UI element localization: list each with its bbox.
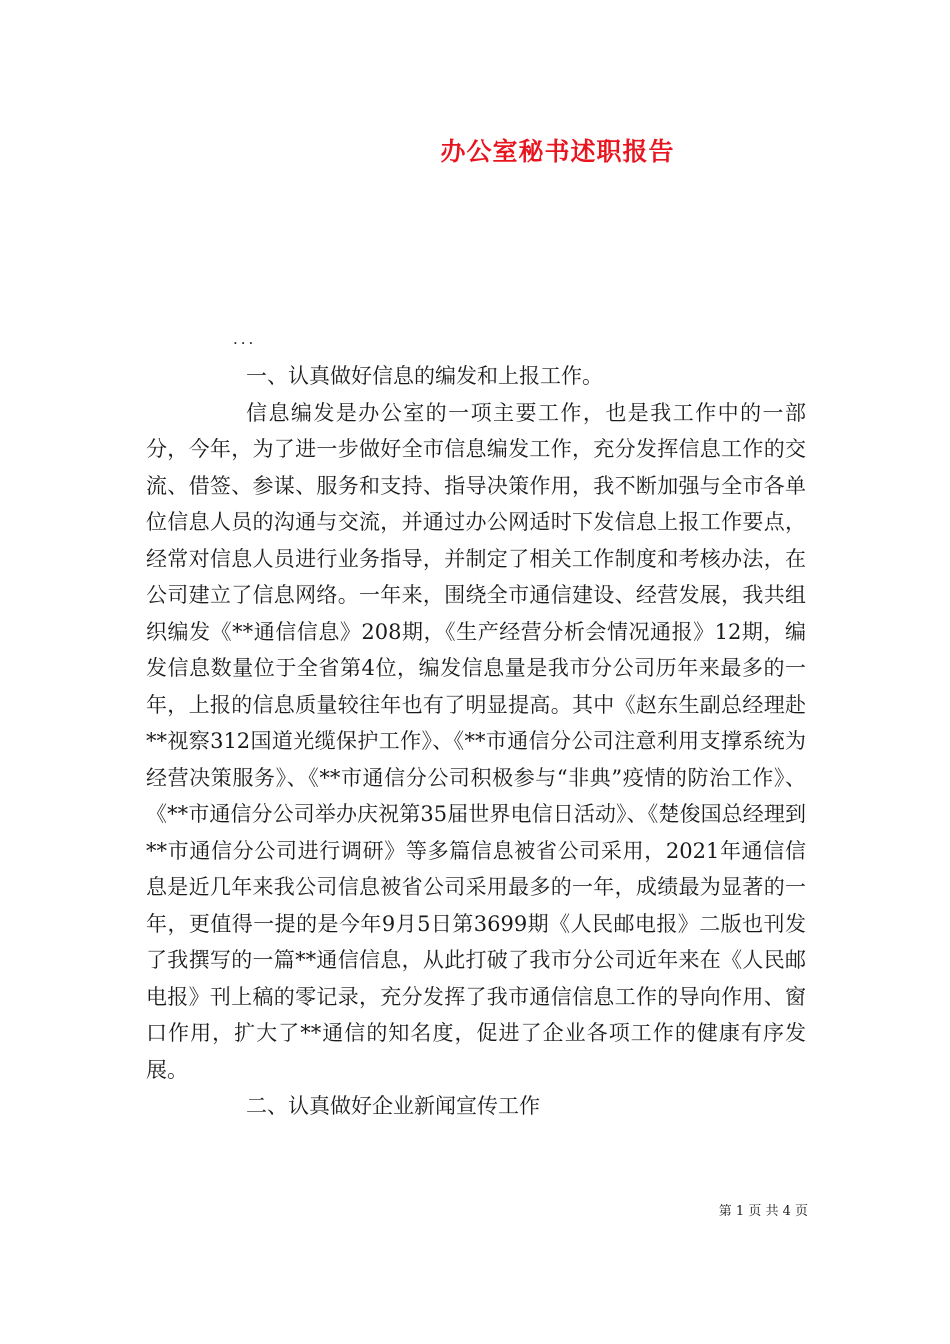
ellipsis-marker: ... — [233, 330, 257, 348]
section-heading-2: 二、认真做好企业新闻宣传工作 — [246, 1094, 540, 1118]
document-title: 办公室秘书述职报告 — [440, 137, 675, 166]
section-heading-1: 一、认真做好信息的编发和上报工作。 — [246, 364, 603, 388]
page-number-footer: 第 1 页 共 4 页 — [718, 1204, 808, 1219]
document-body — [146, 358, 806, 1125]
body-paragraph-1: 信息编发是办公室的一项主要工作，也是我工作中的一部分，今年，为了进一步做好全市信息编发工作，充分发挥信息工作的交流、借签、参谋、服务和支持、指导决策作用，我不断加强与全市各单位信息人员的沟通与交流，并通过办公网适时下发信息上报工作要点，经常对信息人员进行业务指导，并制定了相关工作制度和考核办法，在公司建立了信息网络。一年来，围绕全市通信建设、经营发展，我共组织编发《**通信信息》208期，《生产经营分析会情况通报》12期，编发信息数量位于全省第4位，编发信息量是我市分公司历年来最多的一年，上报的信息质量较往年也有了明显提高。其中《赵东生副总经理赴**视察312国道光缆保护工作》、《**市通信分公司注意利用支撑系统为经营决策服务》、《**市通信分公司积极参与“非典”疫情的防治工作》、《**市通信分公司举办庆祝第35届世界电信日活动》、《楚俊国总经理到**市通信分公司进行调研》等多篇信息被省公司采用，2021年通信信息是近几年来我公司信息被省公司采用最多的一年，成绩最为显著的一年，更值得一提的是今年9月5日第3699期《人民邮电报》二版也刊发了我撰写的一篇**通信信息，从此打破了我市分公司近年来在《人民邮电报》刊上稿的零记录，充分发挥了我市通信信息工作的导向作用、窗口作用，扩大了**通信的知名度，促进了企业各项工作的健康有序发展。 — [146, 400, 806, 1082]
